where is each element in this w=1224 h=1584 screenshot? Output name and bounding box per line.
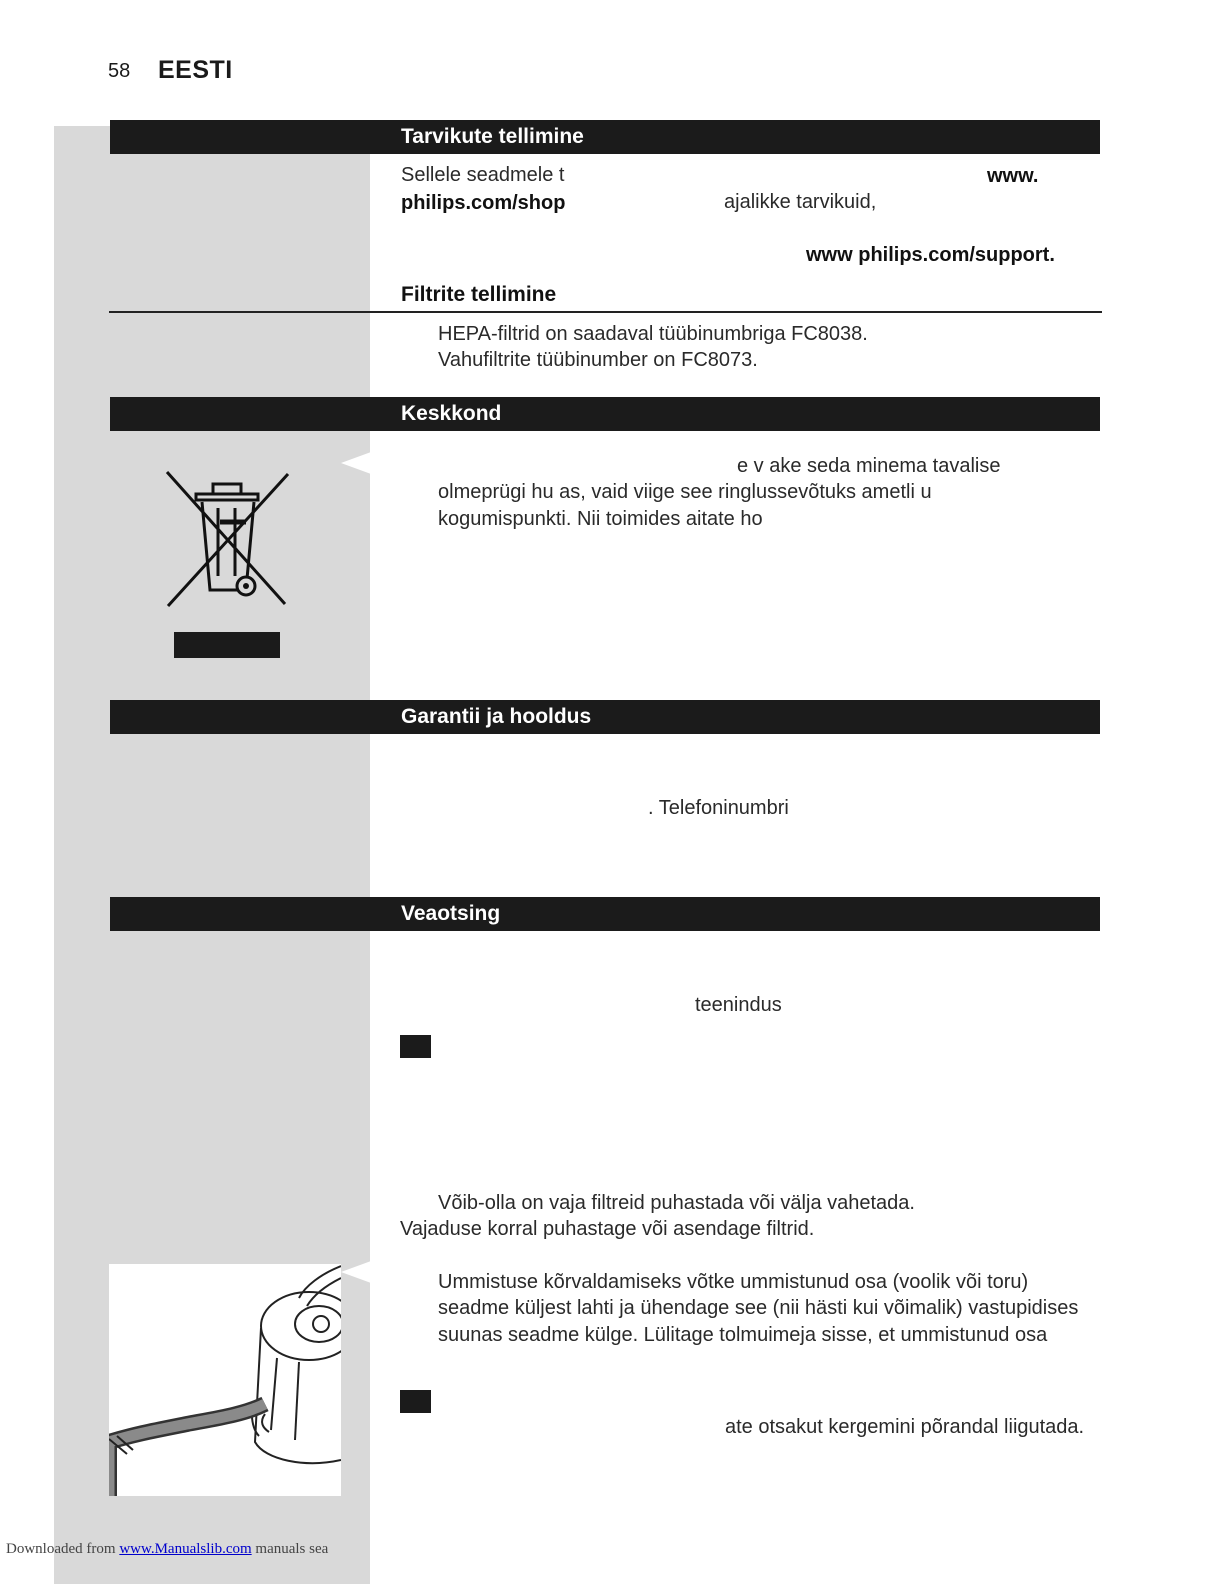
subhead-filters: Filtrite tellimine <box>401 283 557 306</box>
problem-marker-1 <box>400 1035 431 1058</box>
support-link[interactable]: www philips.com/support. <box>806 244 1055 266</box>
callout-pointer-2 <box>341 1261 371 1283</box>
environment-line1: e v ake seda minema tavalise <box>737 455 1001 477</box>
nozzle-text: ate otsakut kergemini põrandal liigutada. <box>725 1416 1085 1438</box>
page-number: 58 <box>108 60 131 82</box>
section-title-environment: Keskkond <box>401 402 502 425</box>
problem-marker-2 <box>400 1390 431 1413</box>
filter-advice-line1: Võib-olla on vaja filtreid puhastada või välja vahetada. <box>438 1192 915 1214</box>
section-bar-environment <box>110 397 1100 431</box>
hepa-filter-text: HEPA-filtrid on saadaval tüübinumbriga FC8038. <box>438 323 868 345</box>
section-bar-warranty <box>110 700 1100 734</box>
section-bar-accessories <box>110 120 1100 154</box>
shop-link-part1[interactable]: www. <box>987 165 1039 187</box>
manualslib-link[interactable]: www.Manualslib.com <box>119 1541 252 1557</box>
shop-link-part2[interactable]: philips.com/shop <box>401 192 566 214</box>
accessories-line2: ajalikke tarvikuid, <box>724 191 877 213</box>
warranty-phone-text: . Telefoninumbri <box>648 797 789 819</box>
footer-prefix: Downloaded from <box>6 1541 120 1557</box>
foam-filter-text: Vahufiltrite tüübinumber on FC8073. <box>438 349 758 371</box>
footer-suffix: manuals sea <box>251 1541 329 1557</box>
service-text: teenindus <box>695 994 782 1016</box>
crossed-out-wheelie-bin-icon <box>160 468 294 610</box>
blockage-line1: Ummistuse kõrvaldamiseks võtke ummistunud osa (voolik või toru) <box>438 1271 1029 1293</box>
section-title-warranty: Garantii ja hooldus <box>401 705 592 728</box>
blockage-line3: suunas seadme külge. Lülitage tolmuimeja sisse, et ummistunud osa <box>438 1324 1048 1346</box>
page-language: EESTI <box>158 56 233 84</box>
hose-illustration <box>109 1264 341 1496</box>
environment-line2: olmeprügi hu as, vaid viige see ringlussevõtuks ametli u <box>438 481 932 503</box>
section-bar-troubleshooting <box>110 897 1100 931</box>
blockage-line2: seadme küljest lahti ja ühendage see (nii hästi kui võimalik) vastupidises <box>438 1297 1079 1319</box>
download-footer <box>6 1541 328 1558</box>
weee-label-bar <box>174 632 280 658</box>
vacuum-hose-drawing <box>109 1264 341 1496</box>
filter-advice-line2: Vajaduse korral puhastage või asendage filtrid. <box>400 1218 815 1240</box>
accessories-line1: Sellele seadmele t <box>401 164 565 186</box>
divider-rule <box>109 311 1102 313</box>
environment-line3: kogumispunkti. Nii toimides aitate ho <box>438 508 763 530</box>
section-title-accessories: Tarvikute tellimine <box>401 125 584 148</box>
callout-pointer <box>341 452 371 474</box>
section-title-troubleshooting: Veaotsing <box>401 902 501 925</box>
